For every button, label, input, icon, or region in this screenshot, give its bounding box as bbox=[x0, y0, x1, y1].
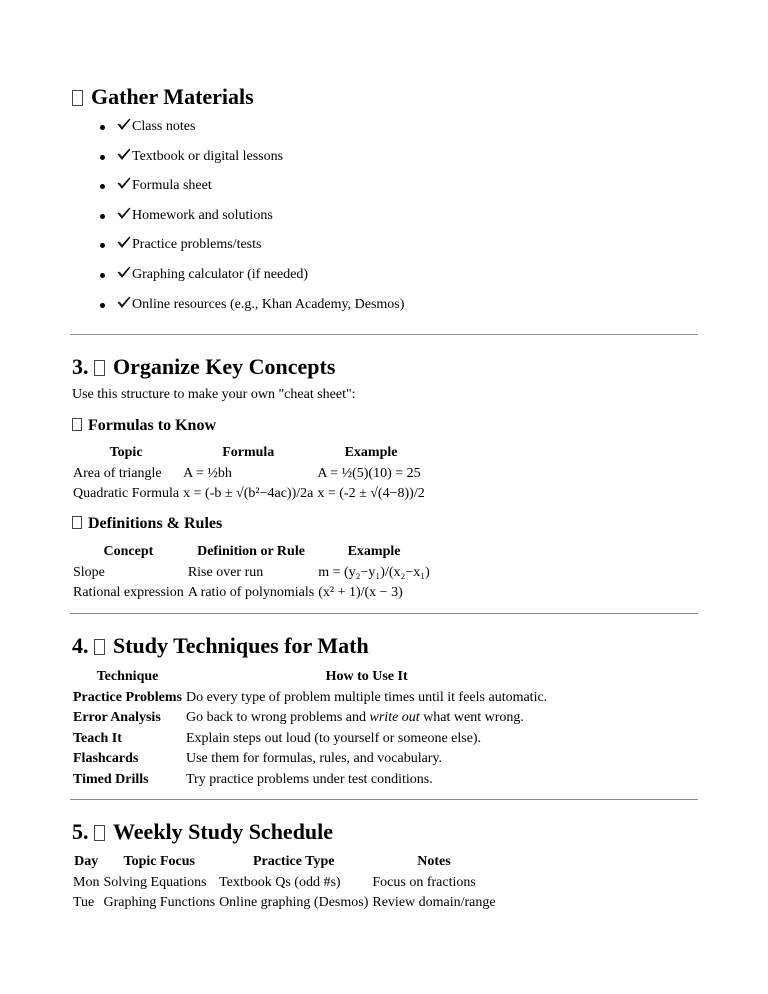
column-header: Concept bbox=[103, 544, 154, 559]
definitions-heading: Definitions & Rules bbox=[72, 514, 222, 534]
technique-description: Do every type of problem multiple times until it feels automatic. bbox=[185, 689, 548, 705]
gather-section bbox=[0, 84, 324, 110]
table-row bbox=[72, 464, 428, 485]
techniques-heading: 4. Study Techniques for Math bbox=[72, 633, 369, 658]
divider bbox=[70, 799, 698, 800]
table-cell: Online graphing (Desmos) bbox=[219, 895, 369, 910]
table-cell: Area of triangle bbox=[73, 465, 162, 481]
checkmark-icon bbox=[116, 265, 132, 279]
bullet-icon bbox=[100, 243, 105, 248]
missing-glyph-icon bbox=[72, 516, 82, 529]
divider bbox=[70, 334, 698, 335]
organize-heading: 3. Organize Key Concepts bbox=[72, 354, 336, 379]
table-cell: x = (-2 ± √(4−8))/2 bbox=[317, 486, 425, 501]
column-header: Topic Focus bbox=[123, 854, 195, 869]
table-cell: Solving Equations bbox=[103, 874, 207, 890]
list-item: Online resources (e.g., Khan Academy, Desmos) bbox=[72, 295, 692, 325]
definitions-table bbox=[72, 542, 433, 604]
list-item: Formula sheet bbox=[72, 176, 692, 206]
column-header: Topic bbox=[109, 445, 143, 460]
table-row bbox=[72, 749, 550, 770]
column-header: Definition or Rule bbox=[197, 544, 305, 559]
table-row bbox=[72, 563, 433, 584]
checkmark-icon bbox=[116, 206, 132, 220]
technique-name: Practice Problems bbox=[73, 689, 182, 705]
list-item: Textbook or digital lessons bbox=[72, 147, 692, 177]
table-cell: Mon bbox=[73, 874, 100, 890]
materials-list bbox=[72, 117, 692, 324]
missing-glyph-icon bbox=[94, 825, 105, 841]
bullet-icon bbox=[100, 184, 105, 189]
table-row bbox=[72, 729, 550, 750]
table-row bbox=[72, 484, 428, 505]
list-item: Graphing calculator (if needed) bbox=[72, 265, 692, 295]
table-row bbox=[72, 873, 499, 894]
bullet-icon bbox=[100, 155, 105, 160]
missing-glyph-icon bbox=[72, 90, 83, 106]
column-header: Technique bbox=[96, 669, 159, 684]
gather-heading: Gather Materials bbox=[72, 84, 254, 110]
missing-glyph-icon bbox=[72, 418, 82, 431]
formulas-table bbox=[72, 443, 428, 505]
table-cell: x = (-b ± √(b²−4ac))/2a bbox=[183, 486, 314, 501]
table-row bbox=[72, 708, 550, 729]
table-row bbox=[72, 770, 550, 791]
checkmark-icon bbox=[116, 147, 132, 161]
table-cell: Slope bbox=[73, 564, 105, 580]
table-cell: A = ½bh bbox=[183, 465, 232, 481]
table-row bbox=[72, 688, 550, 709]
table-cell: A = ½(5)(10) = 25 bbox=[317, 465, 421, 481]
checkmark-icon bbox=[116, 117, 132, 131]
bullet-icon bbox=[100, 125, 105, 130]
table-header-row bbox=[72, 667, 550, 688]
technique-name: Teach It bbox=[73, 730, 122, 746]
table-cell: Quadratic Formula bbox=[73, 486, 180, 501]
bullet-icon bbox=[100, 214, 105, 219]
checkmark-icon bbox=[116, 176, 132, 190]
bullet-icon bbox=[100, 303, 105, 308]
technique-description: Explain steps out loud (to yourself or someone else). bbox=[185, 730, 482, 746]
list-item: Homework and solutions bbox=[72, 206, 692, 236]
schedule-table bbox=[72, 852, 499, 914]
table-row bbox=[72, 583, 433, 604]
column-header: How to Use It bbox=[325, 669, 408, 684]
column-header: Notes bbox=[417, 854, 451, 869]
technique-description: Try practice problems under test conditions. bbox=[185, 771, 433, 787]
table-cell: A ratio of polynomials bbox=[187, 585, 315, 600]
techniques-table bbox=[72, 667, 550, 790]
table-cell: Rise over run bbox=[187, 564, 264, 580]
technique-description: Use them for formulas, rules, and vocabulary. bbox=[185, 751, 443, 766]
table-cell: Rational expression bbox=[73, 585, 184, 600]
table-header-row bbox=[72, 852, 499, 873]
table-cell: m = (y₂−y₁)/(x₂−x₁) bbox=[318, 564, 430, 580]
formulas-heading: Formulas to Know bbox=[72, 416, 216, 436]
column-header: Example bbox=[347, 544, 401, 559]
table-cell: Focus on fractions bbox=[372, 874, 476, 890]
table-header-row bbox=[72, 443, 428, 464]
column-header: Example bbox=[344, 445, 398, 460]
list-item: Class notes bbox=[72, 117, 692, 147]
technique-name: Flashcards bbox=[73, 751, 139, 766]
table-row bbox=[72, 893, 499, 914]
table-cell: Tue bbox=[73, 895, 95, 910]
bullet-icon bbox=[100, 273, 105, 278]
table-cell: Textbook Qs (odd #s) bbox=[219, 874, 341, 890]
schedule-heading: 5. Weekly Study Schedule bbox=[72, 819, 334, 844]
technique-description: Go back to wrong problems and write out what went wrong. bbox=[185, 710, 524, 725]
missing-glyph-icon bbox=[94, 360, 105, 376]
column-header: Practice Type bbox=[252, 854, 335, 869]
checkmark-icon bbox=[116, 295, 132, 309]
list-item: Practice problems/tests bbox=[72, 235, 692, 265]
checkmark-icon bbox=[116, 235, 132, 249]
divider bbox=[70, 613, 698, 614]
organize-intro: Use this structure to make your own "cheat sheet": bbox=[72, 387, 356, 402]
column-header: Day bbox=[74, 854, 99, 869]
table-cell: (x² + 1)/(x − 3) bbox=[318, 585, 403, 600]
technique-name: Error Analysis bbox=[73, 710, 161, 725]
table-header-row bbox=[72, 542, 433, 563]
table-cell: Graphing Functions bbox=[103, 895, 216, 910]
table-cell: Review domain/range bbox=[372, 895, 496, 910]
column-header: Formula bbox=[222, 445, 275, 460]
technique-name: Timed Drills bbox=[73, 771, 149, 787]
missing-glyph-icon bbox=[94, 639, 105, 655]
